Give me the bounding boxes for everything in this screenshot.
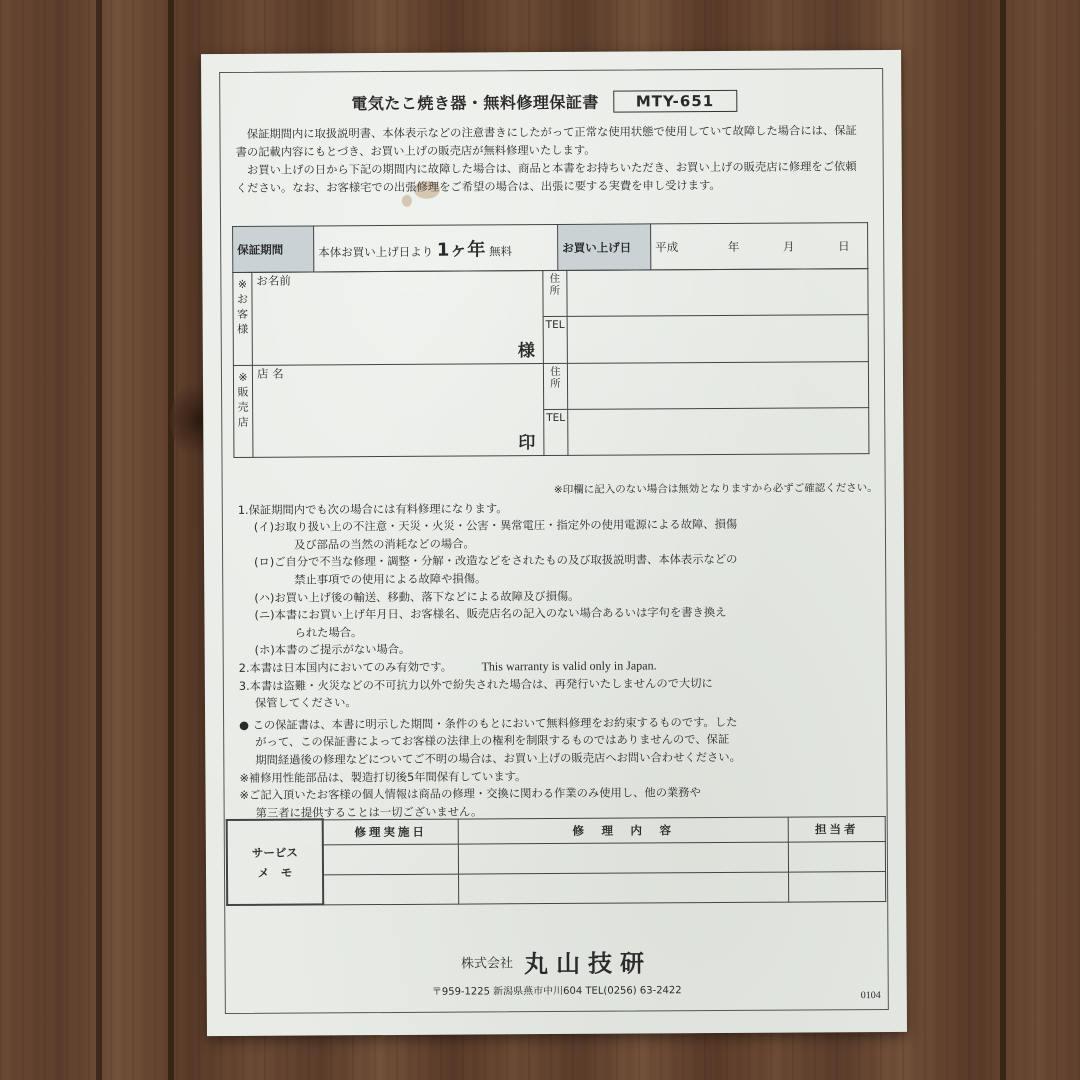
purchase-date-label: お買い上げ日 [558,224,651,271]
period-value: 1ヶ年 [436,238,486,261]
customer-tel-field[interactable] [567,315,868,363]
service-cell[interactable] [459,872,789,904]
service-label-line-2: メ モ [257,865,293,880]
company-name: 丸山技研 [524,948,653,979]
model-number: MTY-651 [613,89,737,112]
company-address: 〒959-1225 新潟県燕市中川604 TEL(0256) 63-2422 [431,985,682,998]
term-1-ho: (ホ)本書のご提示がない場合。 [254,643,411,658]
company-prefix: 株式会社 [460,956,514,972]
wood-seam [168,0,174,1080]
term-2-text: 2.本書は日本国内においてのみ有効です。 [238,660,453,675]
seal-mark: 印 [518,433,536,454]
terms-section [238,480,880,822]
day-label: 日 [838,238,850,253]
term-1: 1.保証期間内でも次の場合には有料修理になります。 [237,501,508,517]
bullet-1-cont-1: がって、この保証書によってお客様の法律上の権利を制限するものではありませんので、保証 [255,733,730,750]
purchase-date-field[interactable] [651,223,868,270]
service-memo-table [226,815,887,906]
col-person: 担当者 [788,816,885,842]
title-row [351,89,737,114]
customer-name-label: お名前 [256,273,291,288]
year-label: 年 [727,239,740,254]
term-3: 3.本書は盗難・火災などの不可抗力以外で紛失された場合は、再発行いたしませんので大切に [238,676,713,693]
remark-privacy: ※ご記入頂いたお客様の個人情報は商品の修理・交換に関わる作業のみ使用し、他の業務や [239,786,701,803]
customer-tel-label: TEL [543,317,567,363]
intro-text [235,122,867,198]
shop-name-field[interactable] [252,363,544,457]
warranty-card [201,50,907,1036]
period-prefix: 本体お買い上げ日より [318,244,434,259]
col-repair-date: 修理実施日 [323,819,459,845]
period-label: 保証期間 [233,226,314,272]
term-3-cont: 保管してください。 [254,696,357,710]
customer-address-field[interactable] [567,269,868,317]
company-block [206,942,906,981]
period-suffix: 無料 [489,243,513,258]
term-1-i-cont: 及び部品の当然の消耗などの場合。 [293,537,475,552]
honorific-sama: 様 [517,340,535,361]
shop-tel-field[interactable] [568,407,869,455]
term-1-ni-cont: られた場合。 [294,625,363,640]
service-cell[interactable] [458,842,788,874]
intro-paragraph-1: 保証期間内に取扱説明書、本体表示などの注意書きにしたがって正常な使用状態で使用していて故障した場合には、保証書の記載内容にもとづき、お買い上げの販売店が無料修理いたします。 [235,124,857,159]
warranty-period-table [232,222,868,273]
term-1-ro-cont: 禁止事項での使用による故障や損傷。 [294,572,487,587]
remark-privacy-cont: 第三者に提供することは一切ございません。 [255,805,483,820]
month-label: 月 [782,239,795,254]
remark-parts: ※補修用性能部品は、製造打切後5年間保有しています。 [239,769,527,785]
wood-seam [1000,0,1006,1080]
service-label-line-1: サービス [251,845,298,860]
shop-label: ※販売店 [233,365,253,458]
shop-address-field[interactable] [567,361,868,409]
service-cell[interactable] [788,841,885,872]
document-code: 0104 [860,990,881,1002]
wood-seam [96,0,102,1080]
intro-paragraph-2: お買い上げの日から下記の期間内に故障した場合は、商品と本書をお持ちいただき、お買い上げの販売店に修理をご依頼ください。なお、お客様宅での出張修理をご希望の場合は、出張に要する実費を申し受けます。 [235,160,857,195]
document-title: 電気たこ焼き器・無料修理保証書 [351,92,599,114]
era-label: 平成 [655,239,679,254]
term-1-ro: (ロ)ご自分で不当な修理・調整・分解・改造などをされたもの及び取扱説明書、本体表示などの [254,553,738,570]
bullet-1-cont-2: 期間経過後の修理などについてご不明の場合は、お買い上げの販売店へお問い合わせください。 [255,750,741,767]
service-cell[interactable] [323,874,459,905]
customer-label: ※お客様 [233,272,253,365]
stamp-note: ※印欄に記入のない場合は無効となりますから必ずご確認ください。 [553,482,878,496]
term-1-ha: (ハ)お買い上げ後の輸送、移動、落下などによる故障及び損傷。 [254,589,580,605]
customer-name-field[interactable] [252,271,544,365]
customer-shop-table [232,268,869,458]
bullet-1: ● この保証書は、本書に明示した期間・条件のもとにおいて無料修理をお約束するものです。した [239,715,738,732]
term-2-english: This warranty is valid only in Japan. [481,658,657,674]
shop-address-label: 住所 [543,363,567,409]
col-repair-content: 修 理 内 容 [458,817,788,844]
period-value-cell [314,224,558,271]
shop-tel-label: TEL [544,409,568,455]
term-1-ni: (ニ)本書にお買い上げ年月日、お客様名、販売店名の記入のない場合あるいは字句を書き換え [254,606,727,622]
service-cell[interactable] [323,844,459,875]
service-memo-label [227,819,324,905]
shop-name-label: 店 名 [256,366,284,381]
customer-address-label: 住所 [543,270,567,316]
service-cell[interactable] [789,871,886,902]
term-1-i: (イ)お取り扱い上の不注意・天災・火災・公害・異常電圧・指定外の使用電源による故障、損傷 [253,518,738,535]
